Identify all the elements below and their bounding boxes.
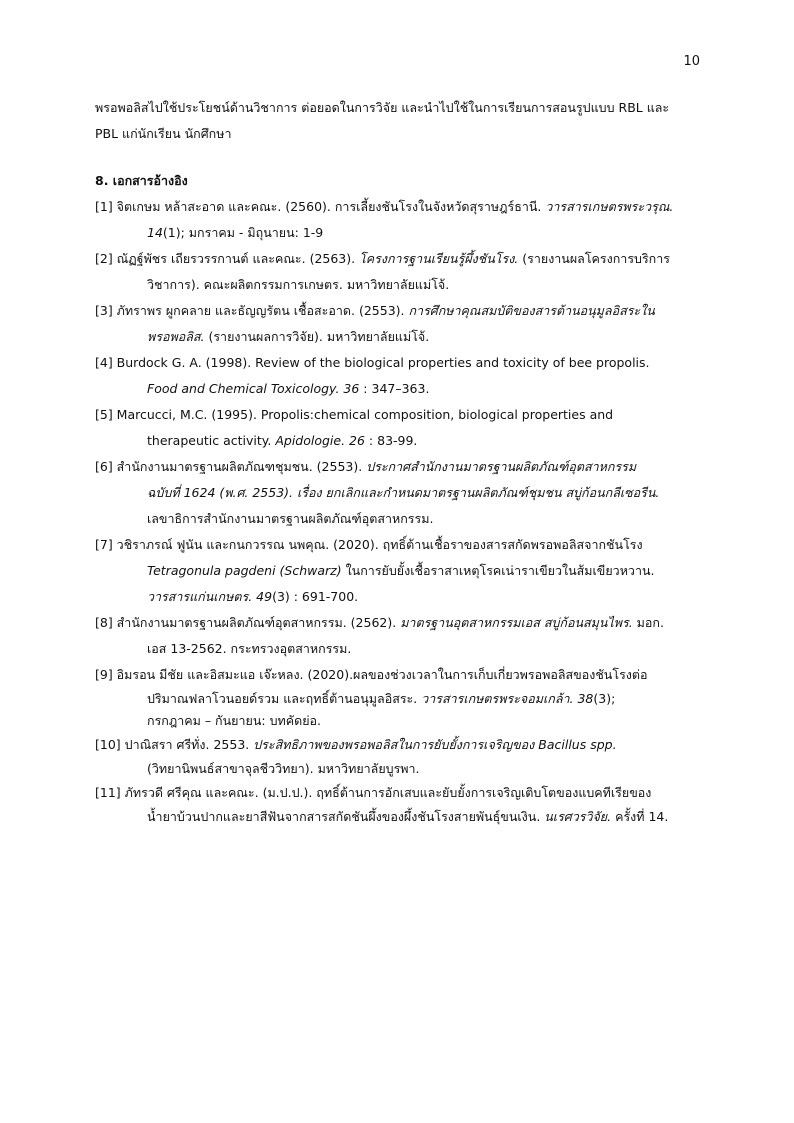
reference-line [95,758,705,780]
reference-text: [4] Burdock G. A. (1998). Review of the biological properties and toxicity of bee propolis. [95,355,650,370]
reference-line [95,454,705,480]
reference-italic-text: ประกาศสำนักงานมาตรฐานผลิตภัณฑ์อุตสาหกรรม [366,459,637,474]
reference-line [95,298,705,324]
reference-item [95,732,705,780]
reference-text: (วิทยานิพนธ์สาขาจุลชีววิทยา). มหาวิทยาลัยบูรพา. [147,761,420,776]
reference-text: วิชาการ). คณะผลิตกรรมการเกษตร. มหาวิทยาลัยแม่โจ้. [147,277,450,292]
reference-text: [5] Marcucci, M.C. (1995). Propolis:chemical composition, biological properties and [95,407,614,422]
reference-line [95,610,705,636]
reference-text: [9] อิมรอน มีชัย และอิสมะแอ เจ๊ะหลง. (2020).ผลของช่วงเวลาในการเก็บเกี่ยวพรอพอลิสของชันโรงต่อ [95,667,648,682]
reference-italic-text: 14 [147,225,163,240]
intro-line: PBL แก่นักเรียน นักศึกษา [95,126,232,141]
section-heading-references: 8. เอกสารอ้างอิง [95,173,188,188]
reference-line [95,272,705,298]
reference-text: ปริมาณฟลาโวนอยด์รวม และฤทธิ์ต้านอนุมูลอิสระ. [147,691,422,706]
reference-text: [11] ภัทรวดี ศรีคุณ และคณะ. (ม.ป.ป.). ฤทธิ์ต้านการอักเสบและยับยั้งการเจริญเติบโตของแบคทีเรียของ [95,785,652,800]
reference-item [95,402,705,454]
reference-text: ในการยับยั้งเชื้อราสาเหตุโรคเน่าราเขียวในส้มเขียวหวาน. [341,563,655,578]
reference-text: (1); มกราคม - มิถุนายน: 1-9 [162,225,324,240]
reference-text: [10] ปาณิสรา ศรีทั่ง. 2553. [95,737,254,752]
reference-italic-text: Apidologie. 26 [275,433,365,448]
reference-text: มอก. [632,615,664,630]
reference-item [95,194,705,246]
reference-text: : 83-99. [364,433,418,448]
reference-text: เลขาธิการสำนักงานมาตรฐานผลิตภัณฑ์อุตสาหกรรม. [147,511,434,526]
reference-italic-text: Food and Chemical Toxicology. 36 [147,381,360,396]
reference-line [95,688,705,710]
reference-line [95,584,705,610]
reference-line [95,428,705,454]
reference-italic-text: ฉบับที่ 1624 (พ.ศ. 2553). เรื่อง ยกเลิกและกำหนดมาตรฐานผลิตภัณฑ์ชุมชน สบู่ก้อนกลีเซอรีน. [147,485,660,500]
reference-item [95,610,705,662]
reference-italic-text: วารสารแก่นเกษตร. 49 [147,589,273,604]
reference-item [95,454,705,532]
reference-text: เอส 13-2562. กระทรวงอุตสาหกรรม. [147,641,352,656]
reference-text: therapeutic activity. [147,433,276,448]
reference-italic-text: วารสารเกษตรพระจอมเกล้า. 38 [421,691,594,706]
reference-text: (รายงานผลการวิจัย). มหาวิทยาลัยแม่โจ้. [204,329,430,344]
reference-text: กรกฎาคม – กันยายน: บทคัดย่อ. [147,713,322,728]
reference-line [95,710,705,732]
reference-item [95,298,705,350]
reference-line [95,480,705,506]
reference-line [95,532,705,558]
reference-italic-text: นเรศวรวิจัย. [544,809,612,824]
reference-line [95,350,705,376]
reference-italic-text: ประสิทธิภาพของพรอพอลิสในการยับยั้งการเจริญของ Bacillus spp. [253,737,617,752]
reference-text: (3) : 691-700. [272,589,359,604]
reference-line [95,558,705,584]
reference-item [95,246,705,298]
reference-italic-text: Tetragonula pagdeni (Schwarz) [147,563,342,578]
reference-text: (3); [593,691,616,706]
reference-text: [8] สำนักงานมาตรฐานผลิตภัณฑ์อุตสาหกรรม. (2562). [95,615,401,630]
reference-line [95,806,705,828]
reference-line [95,780,705,806]
reference-text: [2] ณัฏฐ์พัชร เถียรวรรกานต์ และคณะ. (2563). [95,251,360,266]
reference-line [95,324,705,350]
reference-italic-text: พรอพอลิส. [147,329,205,344]
reference-item [95,532,705,610]
reference-text: ครั้งที่ 14. [611,809,669,824]
page-body [95,95,705,828]
page-number: 10 [683,54,700,69]
reference-text: [7] วชิราภรณ์ ฟูนัน และกนกวรรณ นพคุณ. (2020). ฤทธิ์ต้านเชื้อราของสารสกัดพรอพอลิสจากชันโรง [95,537,643,552]
intro-line: พรอพอลิสไปใช้ประโยชน์ด้านวิชาการ ต่อยอดในการวิจัย และนำไปใช้ในการเรียนการสอนรูปแบบ RBL และ [95,100,670,115]
reference-line [95,246,705,272]
reference-text: (รายงานผลโครงการบริการ [518,251,670,266]
reference-line [95,662,705,688]
reference-line [95,402,705,428]
reference-line [95,194,705,220]
reference-text: [6] สำนักงานมาตรฐานผลิตภัณฑชุมชน. (2553). [95,459,367,474]
reference-text: [1] จิตเกษม หล้าสะอาด และคณะ. (2560). การเลี้ยงชันโรงในจังหวัดสุราษฎร์ธานี. [95,199,546,214]
reference-italic-text: การศึกษาคุณสมบัติของสารต้านอนุมูลอิสระใน [408,303,655,318]
reference-line [95,376,705,402]
intro-paragraph [95,95,705,147]
reference-text: : 347–363. [359,381,430,396]
reference-text: [3] ภัทราพร ผูกคลาย และธัญญรัตน เชื้อสะอาด. (2553). [95,303,409,318]
reference-item [95,350,705,402]
reference-line [95,220,705,246]
reference-italic-text: มาตรฐานอุตสาหกรรมเอส สบู่ก้อนสมุนไพร. [400,615,633,630]
reference-list [95,194,705,828]
reference-italic-text: โครงการฐานเรียนรู้ผึ้งชันโรง. [359,251,519,266]
reference-text: น้ำยาบ้วนปากและยาสีฟันจากสารสกัดชันผึ้งของผึ้งชันโรงสายพันธุ์ขนเงิน. [147,809,545,824]
reference-line [95,506,705,532]
reference-line [95,732,705,758]
reference-line [95,636,705,662]
reference-italic-text: วารสารเกษตรพระวรุณ. [545,199,674,214]
reference-item [95,662,705,732]
reference-item [95,780,705,828]
